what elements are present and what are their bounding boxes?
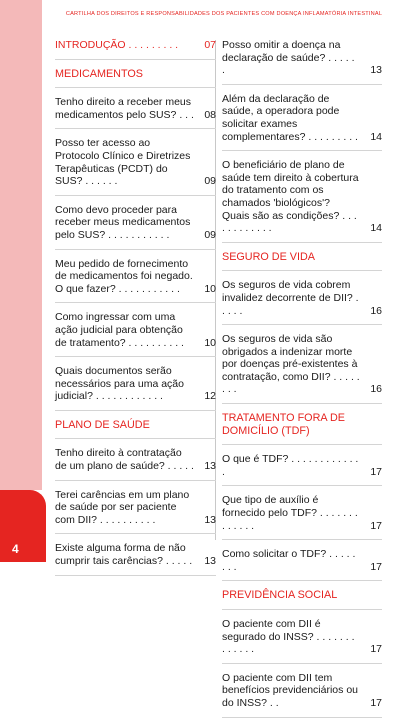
toc-page-number: 17 — [370, 643, 382, 656]
toc-entry-label: Existe alguma forma de não cumprir tais carências? . . . . . — [55, 542, 193, 568]
toc-page-number: 12 — [204, 390, 216, 403]
toc-page-number: 09 — [204, 175, 216, 188]
toc-entry-label: INTRODUÇÃO . . . . . . . . . — [55, 39, 179, 51]
toc-page-number: 13 — [204, 513, 216, 526]
toc-entry-label: O beneficiário de plano de saúde tem direito à cobertura do tratamento com os chamados 'biológicos'? Quais são as condições? . . . . . . . . . . . . — [222, 159, 359, 235]
toc-entry-label: Tenho direito a receber meus medicamentos pelo SUS? . . . — [55, 96, 194, 121]
toc-entry-label: O paciente com DII tem benefícios previdenciários ou do INSS? . . — [222, 671, 358, 709]
toc-entry[interactable] — [55, 96, 216, 129]
toc-entry[interactable] — [55, 365, 216, 411]
toc-entry-label: Como solicitar o TDF? . . . . . . . . — [222, 548, 356, 573]
toc-entry-introduction[interactable] — [55, 39, 216, 60]
toc-entry[interactable] — [222, 93, 382, 151]
toc-entry-label: Os seguros de vida cobrem invalidez decorrente de DII? . . . . . — [222, 279, 359, 317]
toc-page-number: 13 — [204, 460, 216, 473]
toc-page-number: 16 — [370, 304, 382, 317]
toc-page-number: 17 — [370, 696, 382, 709]
toc-entry-label: Quais documentos serão necessários para uma ação judicial? . . . . . . . . . . . . — [55, 365, 184, 403]
toc-page-number: 14 — [370, 222, 382, 235]
toc-entry-label: Terei carências em um plano de saúde por ser paciente com DII? . . . . . . . . . . — [55, 488, 190, 526]
page-number: 4 — [12, 542, 19, 556]
toc-entry[interactable] — [55, 542, 216, 575]
toc-page-number: 08 — [204, 108, 216, 121]
toc-page-number: 10 — [204, 282, 216, 295]
toc-entry[interactable] — [55, 137, 216, 195]
side-strip — [0, 0, 42, 490]
toc-entry[interactable] — [222, 39, 382, 85]
toc-page-number: 07 — [204, 39, 216, 51]
toc-left-column — [55, 39, 216, 584]
toc-entry[interactable] — [222, 494, 382, 540]
toc-entry[interactable] — [222, 672, 382, 718]
section-heading-medicamentos: MEDICAMENTOS — [55, 68, 216, 89]
toc-entry-label: Posso ter acesso ao Protocolo Clínico e Diretrizes Terapêuticas (PCDT) do SUS? . . . . . . — [55, 137, 191, 188]
toc-page-number: 17 — [370, 519, 382, 532]
toc-entry[interactable] — [55, 204, 216, 250]
running-header: CARTILHA DOS DIREITOS E RESPONSABILIDADES DOS PACIENTES COM DOENÇA INFLAMATÓRIA INTESTINAL — [65, 11, 383, 17]
toc-entry-label: Como devo proceder para receber meus medicamentos pelo SUS? . . . . . . . . . . . — [55, 203, 191, 241]
section-heading-tdf: TRATAMENTO FORA DE DOMICÍLIO (TDF) — [222, 412, 382, 445]
toc-entry[interactable] — [55, 489, 216, 535]
toc-page-number: 17 — [370, 465, 382, 478]
toc-entry[interactable] — [222, 618, 382, 664]
toc-page-number: 13 — [204, 555, 216, 568]
toc-entry-label: Além da declaração de saúde, a operadora pode solicitar exames complementares? . . . . . . . . . — [222, 92, 358, 143]
page-corner-tab — [0, 490, 46, 562]
toc-entry-label: Como ingressar com uma ação judicial para obtenção de tratamento? . . . . . . . . . . — [55, 311, 184, 349]
toc-right-column — [222, 39, 382, 726]
toc-entry[interactable] — [222, 453, 382, 486]
section-heading-previdencia-social: PREVIDÊNCIA SOCIAL — [222, 589, 382, 610]
toc-entry-label: O que é TDF? . . . . . . . . . . . . . — [222, 453, 359, 478]
toc-entry-label: Tenho direito à contratação de um plano de saúde? . . . . . — [55, 447, 194, 473]
toc-entry-label: Os seguros de vida são obrigados a indenizar morte por doenças pré-existentes à contratação, como DII? . . . . . . . . — [222, 333, 360, 396]
toc-entry-label: Posso omitir a doença na declaração de saúde? . . . . . . — [222, 39, 355, 77]
toc-entry[interactable] — [222, 548, 382, 581]
section-heading-plano-de-saude: PLANO DE SAÚDE — [55, 419, 216, 440]
section-heading-seguro-de-vida: SEGURO DE VIDA — [222, 251, 382, 272]
toc-entry[interactable] — [55, 311, 216, 357]
toc-page-number: 13 — [370, 64, 382, 77]
toc-page-number: 16 — [370, 383, 382, 396]
toc-entry[interactable] — [222, 333, 382, 404]
toc-entry-label: O paciente com DII é segurado do INSS? . . . . . . . . . . . . . — [222, 618, 355, 656]
toc-page-number: 17 — [370, 560, 382, 573]
toc-entry-label: Meu pedido de fornecimento de medicamentos foi negado. O que fazer? . . . . . . . . . . . — [55, 257, 193, 295]
toc-entry[interactable] — [222, 159, 382, 243]
toc-page-number: 10 — [204, 336, 216, 349]
toc-entry[interactable] — [55, 447, 216, 480]
toc-entry-label: Que tipo de auxílio é fornecido pelo TDF? . . . . . . . . . . . . . — [222, 494, 358, 532]
toc-entry[interactable] — [55, 258, 216, 304]
toc-page-number: 09 — [204, 228, 216, 241]
toc-page-number: 14 — [370, 130, 382, 143]
toc-entry[interactable] — [222, 279, 382, 325]
